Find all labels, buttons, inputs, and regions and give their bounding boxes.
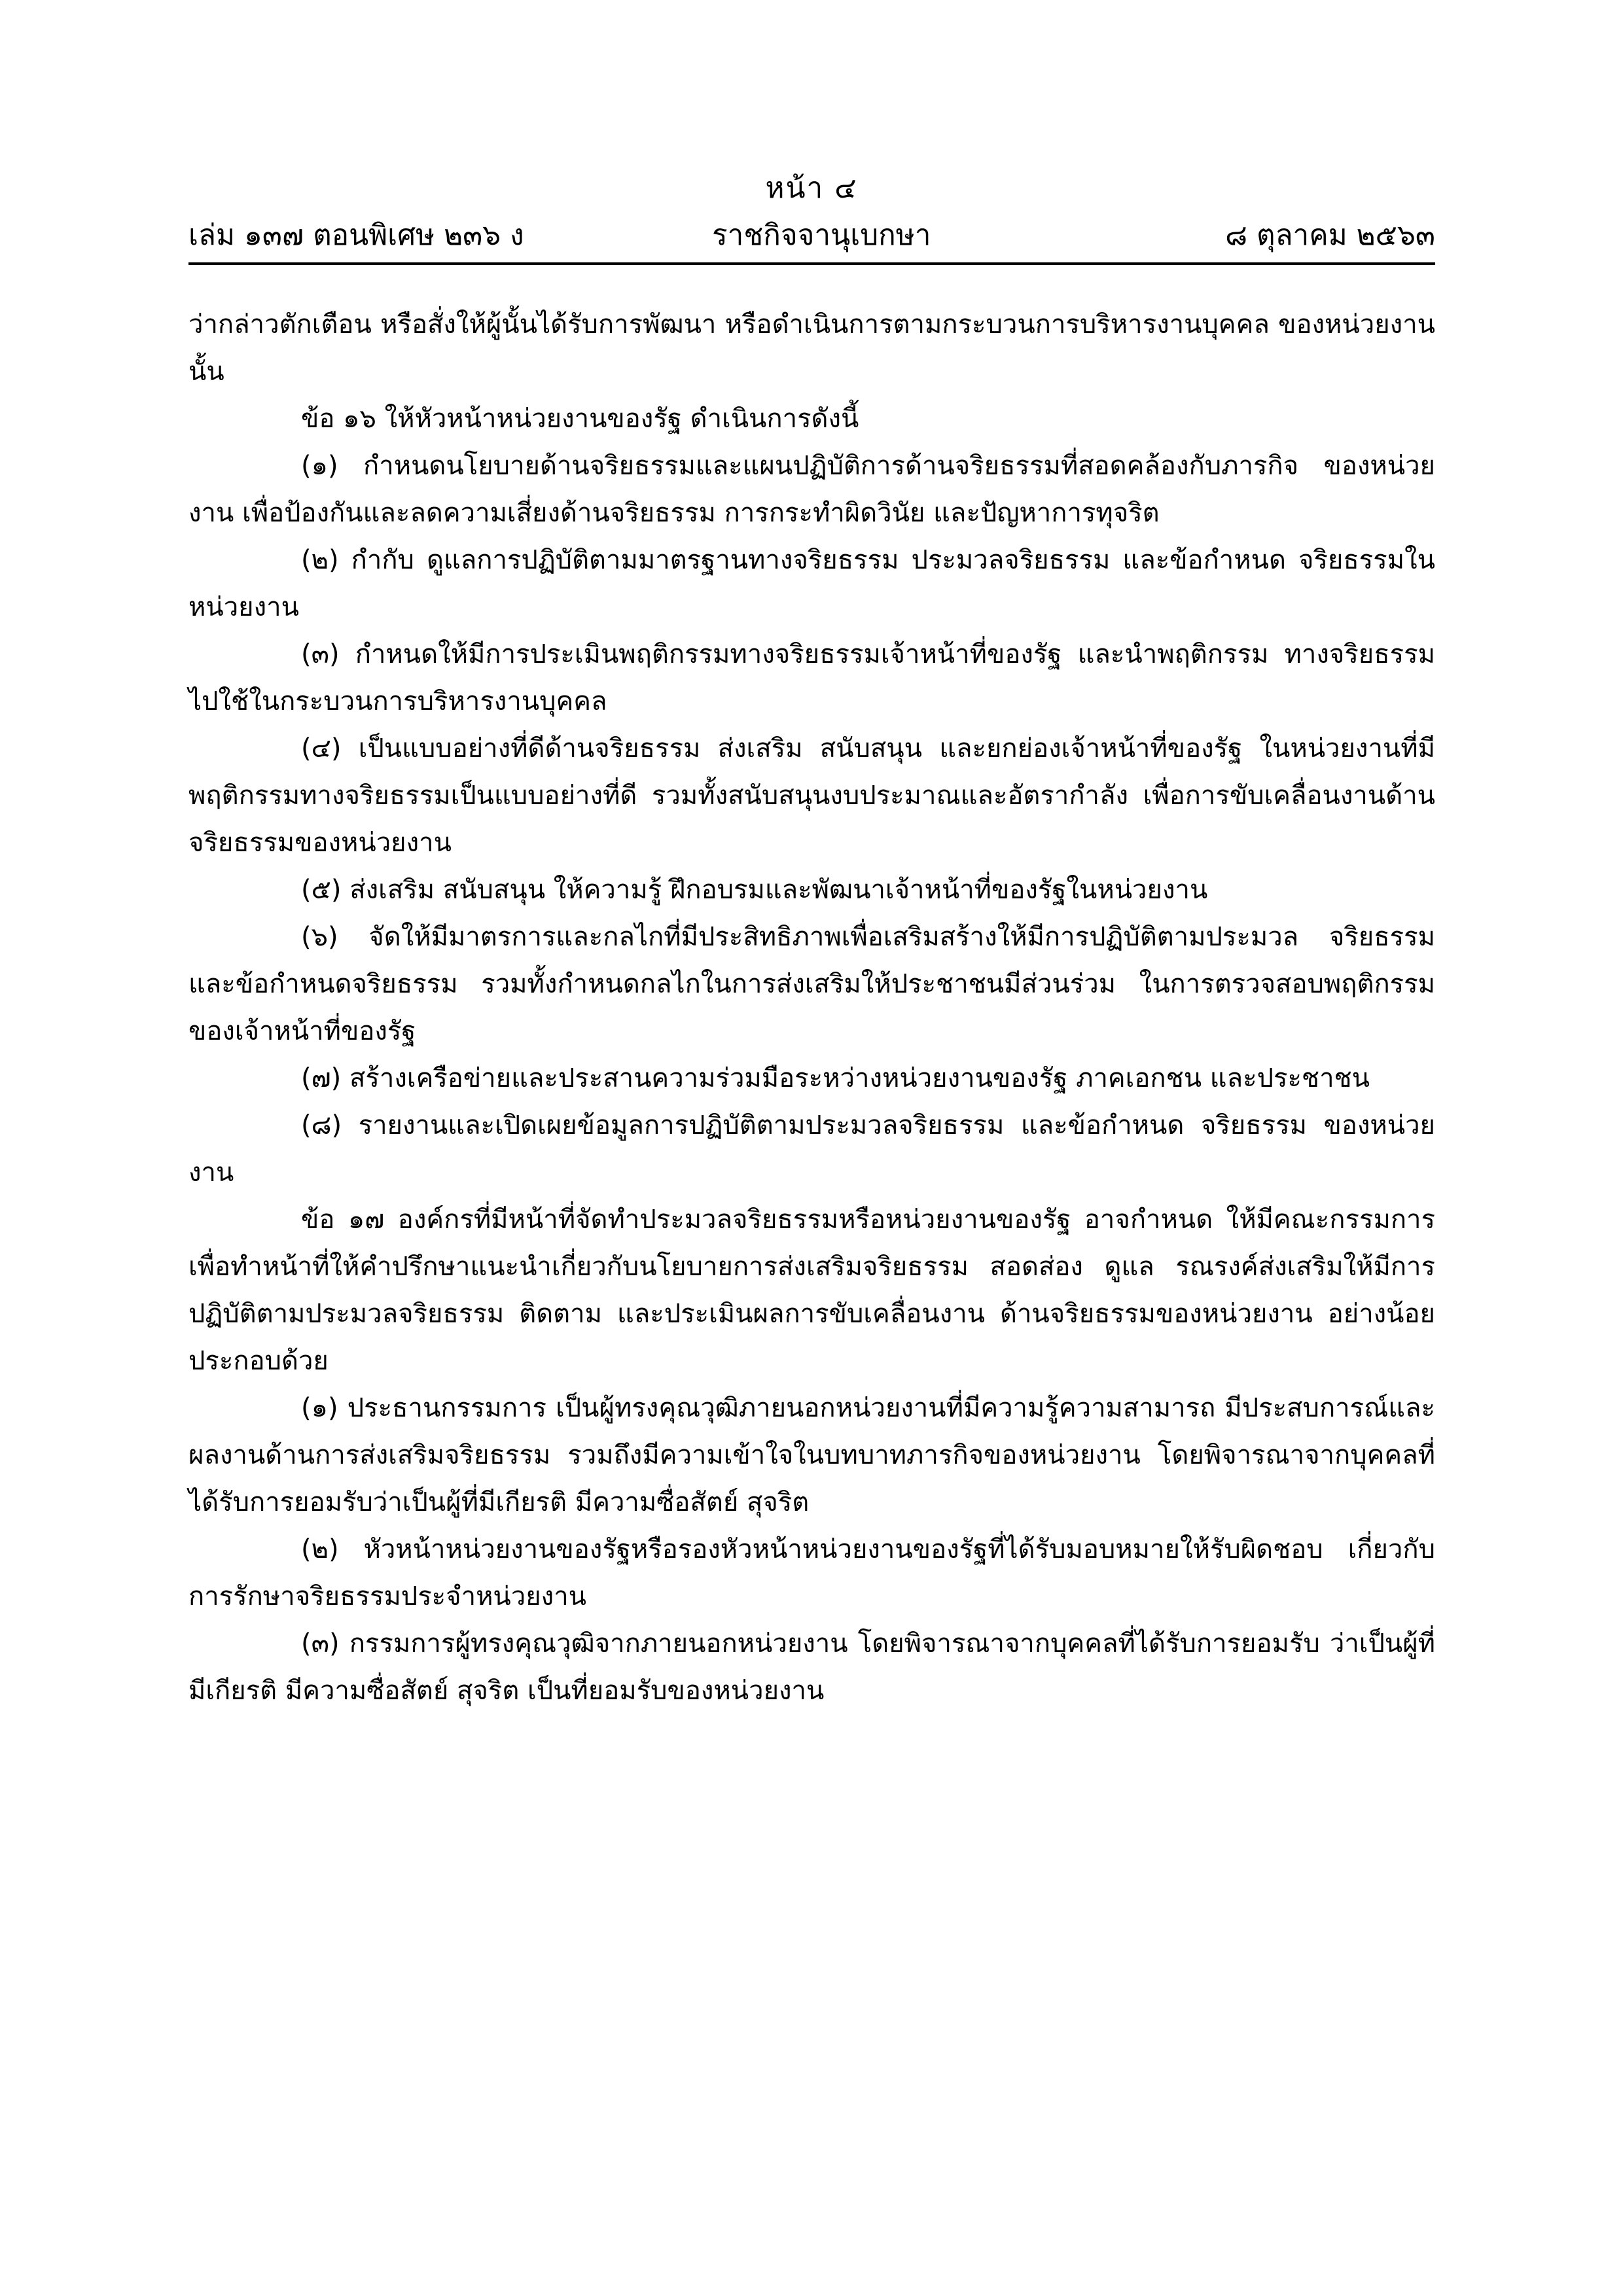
volume-issue-label: เล่ม ๑๓๗ ตอนพิเศษ ๒๓๖ ง (188, 219, 524, 252)
paragraph: (๑) กำหนดนโยบายด้านจริยธรรมและแผนปฏิบัติการด้านจริยธรรมที่สอดคล้องกับภารกิจ ของหน่วยงาน เพื่อป้องกันและลดความเสี่ยงด้านจริยธรรม การกระทำผิดวินัย และปัญหาการทุจริต (188, 451, 1435, 528)
gazette-header (188, 215, 1435, 256)
paragraph: (๗) สร้างเครือข่ายและประสานความร่วมมือระหว่างหน่วยงานของรัฐ ภาคเอกชน และประชาชน (301, 1063, 1370, 1093)
paragraph: (๓) กรรมการผู้ทรงคุณวุฒิจากภายนอกหน่วยงาน โดยพิจารณาจากบุคคลที่ได้รับการยอมรับ ว่าเป็นผู้ที่มีเกียรติ มีความซื่อสัตย์ สุจริต เป็นที่ยอมรับของหน่วยงาน (188, 1629, 1435, 1706)
page-number: หน้า ๔ (765, 171, 858, 205)
paragraph: (๒) หัวหน้าหน่วยงานของรัฐหรือรองหัวหน้าหน่วยงานของรัฐที่ได้รับมอบหมายให้รับผิดชอบ เกี่ยวกับการรักษาจริยธรรมประจำหน่วยงาน (188, 1534, 1435, 1612)
paragraph: ข้อ ๑๗ องค์กรที่มีหน้าที่จัดทำประมวลจริยธรรมหรือหน่วยงานของรัฐ อาจกำหนด ให้มีคณะกรรมการ เพื่อทำหน้าที่ให้คำปรึกษาแนะนำเกี่ยวกับนโยบายการส่งเสริมจริยธรรม สอดส่อง ดูแล รณรงค์ส่งเสริมให้มีการปฏิบัติตามประมวลจริยธรรม ติดตาม และประเมินผลการขับเคลื่อนงาน ด้านจริยธรรมของหน่วยงาน อย่างน้อยประกอบด้วย (188, 1205, 1435, 1376)
paragraph: (๑) ประธานกรรมการ เป็นผู้ทรงคุณวุฒิภายนอกหน่วยงานที่มีความรู้ความสามารถ มีประสบการณ์และผลงานด้านการส่งเสริมจริยธรรม รวมถึงมีความเข้าใจในบทบาทภารกิจของหน่วยงาน โดยพิจารณาจากบุคคลที่ได้รับการยอมรับว่าเป็นผู้ที่มีเกียรติ มีความซื่อสัตย์ สุจริต (188, 1393, 1435, 1517)
document-body (188, 301, 1435, 1714)
paragraph: (๓) กำหนดให้มีการประเมินพฤติกรรมทางจริยธรรมเจ้าหน้าที่ของรัฐ และนำพฤติกรรม ทางจริยธรรมไปใช้ในกระบวนการบริหารงานบุคคล (188, 639, 1435, 716)
gazette-title: ราชกิจจานุเบกษา (712, 219, 931, 252)
paragraph: ว่ากล่าวตักเตือน หรือสั่งให้ผู้นั้นได้รับการพัฒนา หรือดำเนินการตามกระบวนการบริหารงานบุคคล ของหน่วยงานนั้น (188, 309, 1435, 387)
paragraph: (๒) กำกับ ดูแลการปฏิบัติตามมาตรฐานทางจริยธรรม ประมวลจริยธรรม และข้อกำหนด จริยธรรมในหน่วยงาน (188, 545, 1435, 622)
publication-date: ๘ ตุลาคม ๒๕๖๓ (1225, 219, 1435, 252)
paragraph: (๔) เป็นแบบอย่างที่ดีด้านจริยธรรม ส่งเสริม สนับสนุน และยกย่องเจ้าหน้าที่ของรัฐ ในหน่วยงานที่มีพฤติกรรมทางจริยธรรมเป็นแบบอย่างที่ดี รวมทั้งสนับสนุนงบประมาณและอัตรากำลัง เพื่อการขับเคลื่อนงานด้านจริยธรรมของหน่วยงาน (188, 733, 1435, 858)
paragraph: (๕) ส่งเสริม สนับสนุน ให้ความรู้ ฝึกอบรมและพัฒนาเจ้าหน้าที่ของรัฐในหน่วยงาน (301, 875, 1208, 905)
header-divider (188, 262, 1435, 265)
paragraph: (๘) รายงานและเปิดเผยข้อมูลการปฏิบัติตามประมวลจริยธรรม และข้อกำหนด จริยธรรม ของหน่วยงาน (188, 1110, 1435, 1188)
paragraph: ข้อ ๑๖ ให้หัวหน้าหน่วยงานของรัฐ ดำเนินการดังนี้ (301, 404, 859, 434)
paragraph: (๖) จัดให้มีมาตรการและกลไกที่มีประสิทธิภาพเพื่อเสริมสร้างให้มีการปฏิบัติตามประมวล จริยธรรมและข้อกำหนดจริยธรรม รวมทั้งกำหนดกลไกในการส่งเสริมให้ประชาชนมีส่วนร่วม ในการตรวจสอบพฤติกรรมของเจ้าหน้าที่ของรัฐ (188, 922, 1435, 1046)
